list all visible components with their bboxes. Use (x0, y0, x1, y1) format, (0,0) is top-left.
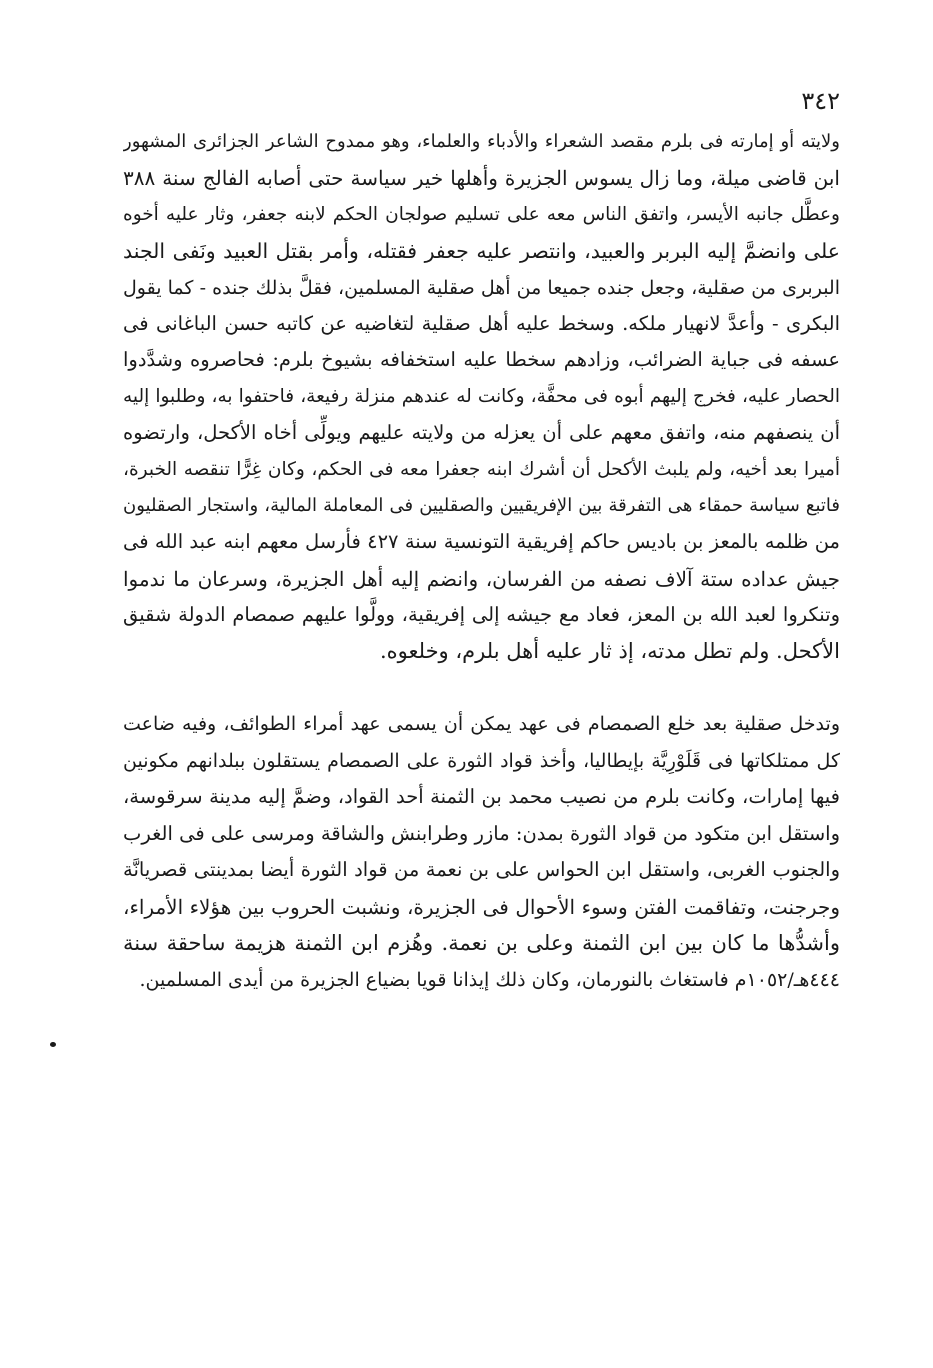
text-line: البكرى - وأعدَّ لانهيار ملكه. وسخط عليه أهل صقلية لتغاضيه عن كاتبه حسن الباغانى فى (123, 311, 840, 335)
paragraph-2 (123, 706, 840, 998)
text-line: ٤٤٤هـ/١٠٥٢م فاستغاث بالنورمان، وكان ذلك إيذانا قويا بضياع الجزيرة من أيدى المسلمين. (139, 968, 840, 991)
text-line: على وانضمَّ إليه البربر والعبيد، وانتصر عليه جعفر فقتله، وأمر بقتل العبيد ونَفى الجند (123, 239, 840, 264)
text-line: والجنوب الغربى، واستقل ابن الحواس على بن نعمة من قواد الثورة أيضا بمدينتى قصريانَّة (123, 858, 840, 881)
text-line: الحصار عليه، فخرج إليهم أبوه فى محفَّة، وكانت له عندهم منزلة رفيعة، فاحتفوا به، وطلبوا إليه (123, 385, 840, 407)
ink-dot (50, 1042, 56, 1047)
text-line: أن ينصفهم منه، واتفق معهم على أن يعزله من ولايته عليهم ويولِّى أخاه الأكحل، وارتضوه (123, 421, 840, 445)
text-line: فيها إمارات، وكانت بلرم من نصيب محمد بن الثمنة أحد القواد، وضمَّ إليه مدينة سرقوسة، (123, 785, 840, 808)
text-line: عسفه فى جباية الضرائب، وزادهم سخطا عليه استخفافه بشيوخ بلرم: فحاصروه وشدَّدوا (123, 348, 840, 372)
text-line: الأكحل. ولم تطل مدته، إذ ثار عليه أهل بلرم، وخلعوه. (379, 639, 840, 664)
paragraph-1 (123, 124, 840, 670)
text-line: البربرى من صقلية، وجعل جنده جميعا من أهل صقلية المسلمين، فقلَّ بذلك جنده - كما يقول (123, 276, 840, 299)
text-line: وأشدُّها ما كان بين ابن الثمنة وعلى بن نعمة. وهُزم ابن الثمنة هزيمة ساحقة سنة (123, 931, 840, 955)
text-line: من ظلمه بالمعز بن باديس حاكم إفريقية التونسية سنة ٤٢٧ فأرسل معهم ابنه عبد الله فى (123, 530, 840, 554)
text-line: واستقل ابن متكود من قواد الثورة بمدن: مازر وطرابنش والشاقة ومرسى على فى الغرب (123, 821, 840, 845)
text-line: ابن قاضى ميلة، وما زال يسوس الجزيرة وأهلها خير سياسة حتى أصابه الفالج سنة ٣٨٨ (123, 166, 840, 191)
text-line: وتدخل صقلية بعد خلع الصمصام فى عهد يمكن أن يسمى عهد أمراء الطوائف، وفيه ضاعت (123, 713, 840, 735)
text-line: وتنكروا لعبد الله بن المعز، فعاد مع جيشه إلى إفريقية، وولَّوا عليهم صمصام الدولة شقيق (123, 603, 840, 627)
text-line: فاتبع سياسة حمقاء هى التفرقة بين الإفريقيين والصقليين فى المعاملة المالية، واستجار الصقليون (123, 494, 840, 516)
text-line: جيش عداده ستة آلاف نصفه من الفرسان، وانضم إليه أهل الجزيرة، وسرعان ما ندموا (123, 566, 840, 591)
text-line: وجرجنت، وتفاقمت الفتن وسوء الأحوال فى الجزيرة، ونشبت الحروب بين هؤلاء الأمراء، (123, 894, 840, 919)
page-number: ٣٤٢ (801, 87, 840, 115)
text-line: ولايته أو إمارته فى بلرم مقصد الشعراء والأدباء والعلماء، وهو ممدوح الشاعر الجزائرى المشهور (123, 131, 840, 152)
text-line: أميرا بعد أخيه، ولم يلبث الأكحل أن أشرك ابنه جعفرا معه فى الحكم، وكان غِرًّا تنقصه الخبرة، (123, 458, 840, 480)
text-line: وعطَّل جانبه الأيسر، واتفق الناس معه على تسليم صولجان الحكم لابنه جعفر، وثار عليه أخوه (123, 203, 840, 225)
text-line: كل ممتلكاتها فى قَلَوْرِيَّة بإيطاليا، وأخذ قواد الثورة على الصمصام يستقلون ببلدانهم مكونين (123, 749, 840, 772)
